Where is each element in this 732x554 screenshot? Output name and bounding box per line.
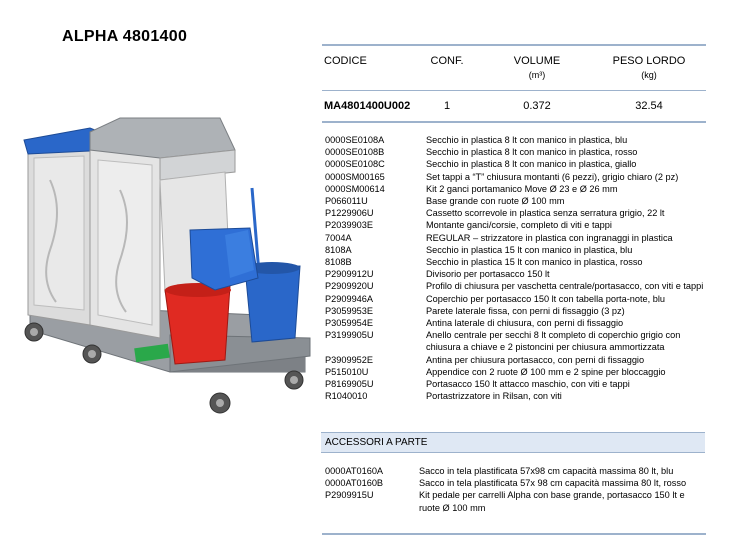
list-item [325, 354, 715, 366]
item-description: Portasacco 150 lt attacco maschio, con viti e tappi [426, 379, 630, 390]
list-item [325, 293, 715, 305]
product-image [20, 110, 320, 420]
item-code: 8108A [325, 244, 352, 255]
item-code: 8108B [325, 257, 352, 268]
item-code: P2039903E [325, 220, 374, 231]
item-code: P2909915U [325, 490, 374, 501]
list-item [325, 366, 715, 378]
item-description: Parete laterale fissa, con perni di fissaggio (3 pz) [426, 305, 625, 316]
header-volume [482, 46, 592, 90]
list-item [325, 329, 715, 353]
item-code: 0000SM00614 [325, 183, 385, 194]
list-item [325, 232, 715, 244]
item-code: P2909912U [325, 269, 374, 280]
item-description: Coperchio per portasacco 150 lt con tabella porta-note, blu [426, 293, 666, 304]
header-conf: CONF. [430, 55, 464, 67]
cleaning-trolley-illustration [20, 110, 320, 420]
item-description: Secchio in plastica 8 lt con manico in plastica, giallo [426, 159, 637, 170]
list-item [325, 489, 705, 513]
item-description: Set tappi a “T” chiusura montanti (6 pezzi), grigio chiaro (2 pz) [426, 171, 679, 182]
bottom-rule [322, 533, 706, 535]
item-code: R1040010 [325, 391, 368, 402]
item-code: 7004A [325, 232, 352, 243]
table-bottom-rule [322, 121, 706, 123]
item-description: Profilo di chiusura per vaschetta centrale/portasacco, con viti e tappi [426, 281, 704, 292]
item-description: Portastrizzatore in Rilsan, con viti [426, 391, 562, 402]
item-description: Sacco in tela plastificata 57x 98 cm capacità massima 80 lt, rosso [419, 478, 687, 489]
item-description: Secchio in plastica 15 lt con manico in plastica, blu [426, 244, 633, 255]
row-weight: 32.54 [635, 100, 663, 112]
header-weight [592, 46, 706, 90]
item-description: Secchio in plastica 8 lt con manico in plastica, blu [426, 135, 628, 145]
item-description: Sacco in tela plastificata 57x98 cm capacità massima 80 lt, blu [419, 466, 674, 476]
item-description: Kit 2 ganci portamanico Move Ø 23 e Ø 26 mm [426, 183, 618, 194]
item-description: Antina per chiusura portasacco, con perni di fissaggio [426, 354, 645, 365]
item-code: P515010U [325, 366, 369, 377]
item-code: P1229906U [325, 208, 374, 219]
item-description: REGULAR – strizzatore in plastica con ingranaggi in plastica [426, 232, 673, 243]
list-item [325, 171, 715, 183]
list-item [325, 146, 715, 158]
header-volume-label: VOLUME [513, 55, 561, 67]
list-item [325, 390, 715, 402]
item-description: Secchio in plastica 15 lt con manico in plastica, rosso [426, 257, 643, 268]
item-description: Appendice con 2 ruote Ø 100 mm e 2 spine per bloccaggio [426, 366, 666, 377]
list-item [325, 183, 715, 195]
accessories-list [325, 465, 705, 514]
item-code: P3059954E [325, 318, 374, 329]
header-weight-label: PESO LORDO [612, 55, 686, 67]
list-item [325, 477, 705, 489]
item-code: P3199905U [325, 330, 374, 341]
item-description: Montante ganci/corsie, completo di viti e tappi [426, 220, 612, 231]
list-item [325, 280, 715, 292]
item-code: 0000SM00165 [325, 171, 385, 182]
item-description: Anello centrale per secchi 8 lt completo di coperchio grigio con chiusura a chiave e 2 pistoncini per chiusura ammortizzata [426, 330, 681, 353]
spec-data-row [322, 91, 706, 121]
item-description: Base grande con ruote Ø 100 mm [426, 196, 565, 207]
accessories-heading: ACCESSORI A PARTE [321, 432, 705, 453]
list-item [325, 244, 715, 256]
list-item [325, 317, 715, 329]
header-weight-unit: (kg) [641, 70, 657, 80]
list-item [325, 268, 715, 280]
row-conf: 1 [443, 100, 451, 112]
item-code: 0000SE0108A [325, 135, 385, 145]
item-code: P3909952E [325, 354, 374, 365]
item-code: P066011U [325, 196, 368, 207]
item-code: P3059953E [325, 305, 374, 316]
list-item [325, 207, 715, 219]
item-code: P2909920U [325, 281, 374, 292]
components-list [325, 134, 715, 402]
spec-table [322, 44, 706, 123]
item-description: Kit pedale per carrelli Alpha con base grande, portasacco 150 lt e ruote Ø 100 mm [419, 490, 685, 513]
item-code: 0000AT0160A [325, 466, 384, 476]
row-code: MA4801400U002 [324, 100, 411, 112]
item-code: 0000SE0108B [325, 147, 385, 158]
item-description: Secchio in plastica 8 lt con manico in plastica, rosso [426, 147, 638, 158]
item-description: Divisorio per portasacco 150 lt [426, 269, 550, 280]
row-volume: 0.372 [523, 100, 551, 112]
list-item [325, 219, 715, 231]
list-item [325, 134, 715, 146]
list-item [325, 195, 715, 207]
spec-header-row [322, 46, 706, 90]
item-code: 0000SE0108C [325, 159, 385, 170]
item-description: Antina laterale di chiusura, con perni di fissaggio [426, 318, 624, 329]
header-volume-unit: (m³) [528, 70, 546, 80]
list-item [325, 305, 715, 317]
item-code: P8169905U [325, 379, 374, 390]
item-code: 0000AT0160B [325, 478, 384, 489]
list-item [325, 465, 705, 477]
item-code: P2909946A [325, 293, 374, 304]
list-item [325, 256, 715, 268]
list-item [325, 158, 715, 170]
product-title: ALPHA 4801400 [62, 28, 188, 45]
list-item [325, 378, 715, 390]
item-description: Cassetto scorrevole in plastica senza serratura grigio, 22 lt [426, 208, 665, 219]
header-code: CODICE [324, 55, 367, 67]
